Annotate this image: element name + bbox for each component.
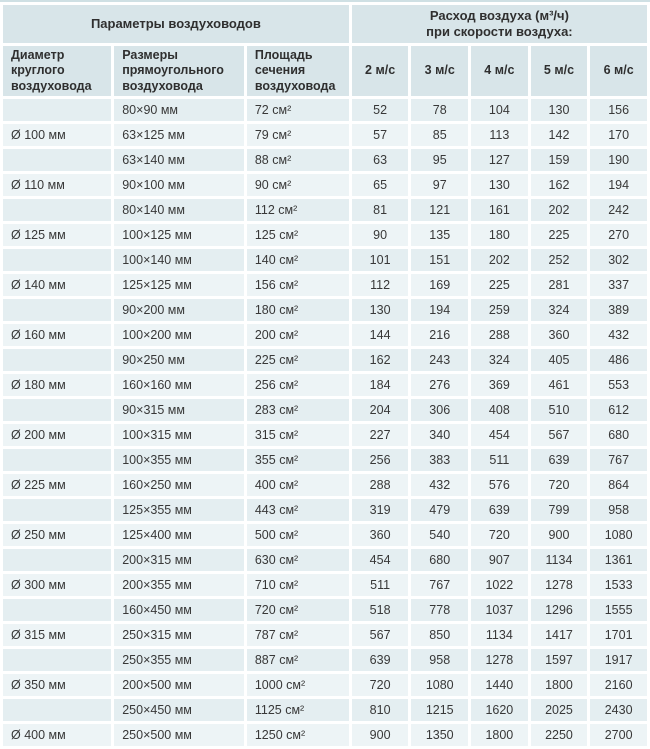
flow-3ms-cell: 778	[411, 599, 468, 621]
table-row	[3, 224, 647, 246]
table-row	[3, 599, 647, 621]
flow-4ms-cell: 720	[471, 524, 528, 546]
flow-5ms-cell: 225	[531, 224, 588, 246]
rect-size-cell: 125×355 мм	[114, 499, 244, 521]
diameter-cell	[3, 249, 111, 271]
diameter-cell: Ø 400 мм	[3, 724, 111, 746]
flow-4ms-cell: 202	[471, 249, 528, 271]
diameter-cell: Ø 100 мм	[3, 124, 111, 146]
flow-4ms-cell: 1134	[471, 624, 528, 646]
area-cell: 112 см²	[247, 199, 349, 221]
flow-2ms-cell: 518	[352, 599, 409, 621]
flow-2ms-cell: 720	[352, 674, 409, 696]
flow-6ms-cell: 1361	[590, 549, 647, 571]
flow-3ms-cell: 169	[411, 274, 468, 296]
area-cell: 315 см²	[247, 424, 349, 446]
diameter-cell	[3, 149, 111, 171]
rect-size-cell: 63×140 мм	[114, 149, 244, 171]
diameter-cell: Ø 160 мм	[3, 324, 111, 346]
flow-6ms-cell: 1080	[590, 524, 647, 546]
flow-5ms-cell: 360	[531, 324, 588, 346]
flow-group-title-line2: при скорости воздуха:	[426, 24, 573, 39]
diameter-cell	[3, 449, 111, 471]
diameter-cell: Ø 350 мм	[3, 674, 111, 696]
area-cell: 400 см²	[247, 474, 349, 496]
flow-6ms-cell: 1555	[590, 599, 647, 621]
diameter-cell	[3, 399, 111, 421]
area-cell: 283 см²	[247, 399, 349, 421]
flow-5ms-cell: 799	[531, 499, 588, 521]
rect-size-cell: 63×125 мм	[114, 124, 244, 146]
flow-2ms-cell: 360	[352, 524, 409, 546]
area-cell: 710 см²	[247, 574, 349, 596]
flow-3ms-cell: 306	[411, 399, 468, 421]
params-group-title-text: Параметры воздуховодов	[90, 15, 261, 31]
rect-size-cell: 200×500 мм	[114, 674, 244, 696]
column-header-area: Площадь сечения воздуховода	[247, 46, 349, 96]
flow-6ms-cell: 389	[590, 299, 647, 321]
flow-2ms-cell: 184	[352, 374, 409, 396]
rect-size-cell: 125×125 мм	[114, 274, 244, 296]
flow-2ms-cell: 130	[352, 299, 409, 321]
params-group-title	[3, 5, 349, 43]
flow-3ms-cell: 767	[411, 574, 468, 596]
flow-5ms-cell: 900	[531, 524, 588, 546]
flow-5ms-cell: 461	[531, 374, 588, 396]
rect-size-cell: 250×450 мм	[114, 699, 244, 721]
diameter-cell: Ø 180 мм	[3, 374, 111, 396]
flow-3ms-cell: 151	[411, 249, 468, 271]
flow-3ms-cell: 135	[411, 224, 468, 246]
diameter-cell: Ø 110 мм	[3, 174, 111, 196]
table-row	[3, 524, 647, 546]
flow-5ms-cell: 2250	[531, 724, 588, 746]
flow-2ms-cell: 52	[352, 99, 409, 121]
flow-6ms-cell: 1917	[590, 649, 647, 671]
flow-6ms-cell: 1701	[590, 624, 647, 646]
diameter-cell	[3, 299, 111, 321]
flow-2ms-cell: 112	[352, 274, 409, 296]
flow-3ms-cell: 194	[411, 299, 468, 321]
flow-6ms-cell: 680	[590, 424, 647, 446]
area-cell: 500 см²	[247, 524, 349, 546]
column-header-speed-2: 2 м/с	[352, 46, 409, 96]
flow-6ms-cell: 170	[590, 124, 647, 146]
flow-2ms-cell: 90	[352, 224, 409, 246]
table-title-row	[3, 5, 647, 43]
flow-3ms-cell: 1350	[411, 724, 468, 746]
column-header-speed-6: 6 м/с	[590, 46, 647, 96]
rect-size-cell: 200×355 мм	[114, 574, 244, 596]
flow-2ms-cell: 511	[352, 574, 409, 596]
flow-5ms-cell: 1800	[531, 674, 588, 696]
flow-3ms-cell: 243	[411, 349, 468, 371]
area-cell: 125 см²	[247, 224, 349, 246]
area-cell: 887 см²	[247, 649, 349, 671]
column-header-speed-3: 3 м/с	[411, 46, 468, 96]
flow-6ms-cell: 302	[590, 249, 647, 271]
flow-5ms-cell: 720	[531, 474, 588, 496]
flow-3ms-cell: 479	[411, 499, 468, 521]
table-row	[3, 349, 647, 371]
flow-2ms-cell: 81	[352, 199, 409, 221]
flow-4ms-cell: 1440	[471, 674, 528, 696]
flow-6ms-cell: 337	[590, 274, 647, 296]
flow-4ms-cell: 324	[471, 349, 528, 371]
flow-2ms-cell: 319	[352, 499, 409, 521]
flow-4ms-cell: 161	[471, 199, 528, 221]
area-cell: 1000 см²	[247, 674, 349, 696]
flow-6ms-cell: 612	[590, 399, 647, 421]
rect-size-cell: 90×100 мм	[114, 174, 244, 196]
flow-4ms-cell: 259	[471, 299, 528, 321]
flow-4ms-cell: 180	[471, 224, 528, 246]
diameter-cell	[3, 599, 111, 621]
column-header-diameter: Диаметр круглого воздуховода	[3, 46, 111, 96]
table-row	[3, 649, 647, 671]
rect-size-cell: 100×200 мм	[114, 324, 244, 346]
flow-3ms-cell: 958	[411, 649, 468, 671]
flow-6ms-cell: 864	[590, 474, 647, 496]
column-header-speed-5: 5 м/с	[531, 46, 588, 96]
flow-3ms-cell: 216	[411, 324, 468, 346]
table-row	[3, 149, 647, 171]
table-row	[3, 199, 647, 221]
area-cell: 355 см²	[247, 449, 349, 471]
flow-4ms-cell: 408	[471, 399, 528, 421]
flow-4ms-cell: 1278	[471, 649, 528, 671]
flow-4ms-cell: 454	[471, 424, 528, 446]
flow-4ms-cell: 1800	[471, 724, 528, 746]
flow-5ms-cell: 252	[531, 249, 588, 271]
table-column-header-row	[3, 46, 647, 96]
flow-3ms-cell: 121	[411, 199, 468, 221]
diameter-cell	[3, 99, 111, 121]
area-cell: 1250 см²	[247, 724, 349, 746]
rect-size-cell: 160×250 мм	[114, 474, 244, 496]
flow-3ms-cell: 95	[411, 149, 468, 171]
rect-size-cell: 200×315 мм	[114, 549, 244, 571]
flow-4ms-cell: 225	[471, 274, 528, 296]
table-row	[3, 299, 647, 321]
rect-size-cell: 250×355 мм	[114, 649, 244, 671]
flow-2ms-cell: 227	[352, 424, 409, 446]
area-cell: 443 см²	[247, 499, 349, 521]
flow-6ms-cell: 2160	[590, 674, 647, 696]
area-cell: 630 см²	[247, 549, 349, 571]
flow-6ms-cell: 1533	[590, 574, 647, 596]
flow-4ms-cell: 907	[471, 549, 528, 571]
flow-2ms-cell: 65	[352, 174, 409, 196]
flow-3ms-cell: 85	[411, 124, 468, 146]
flow-3ms-cell: 680	[411, 549, 468, 571]
rect-size-cell: 90×250 мм	[114, 349, 244, 371]
diameter-cell	[3, 499, 111, 521]
flow-5ms-cell: 1417	[531, 624, 588, 646]
flow-4ms-cell: 576	[471, 474, 528, 496]
flow-2ms-cell: 454	[352, 549, 409, 571]
diameter-cell: Ø 300 мм	[3, 574, 111, 596]
rect-size-cell: 100×355 мм	[114, 449, 244, 471]
table-row	[3, 399, 647, 421]
flow-2ms-cell: 900	[352, 724, 409, 746]
flow-5ms-cell: 1134	[531, 549, 588, 571]
duct-parameters-table	[0, 2, 650, 749]
flow-5ms-cell: 162	[531, 174, 588, 196]
flow-5ms-cell: 1296	[531, 599, 588, 621]
flow-5ms-cell: 1597	[531, 649, 588, 671]
table-row	[3, 249, 647, 271]
rect-size-cell: 250×500 мм	[114, 724, 244, 746]
diameter-cell	[3, 649, 111, 671]
flow-2ms-cell: 567	[352, 624, 409, 646]
flow-5ms-cell: 281	[531, 274, 588, 296]
flow-4ms-cell: 369	[471, 374, 528, 396]
flow-5ms-cell: 2025	[531, 699, 588, 721]
area-cell: 200 см²	[247, 324, 349, 346]
diameter-cell: Ø 225 мм	[3, 474, 111, 496]
flow-2ms-cell: 810	[352, 699, 409, 721]
flow-5ms-cell: 130	[531, 99, 588, 121]
flow-4ms-cell: 288	[471, 324, 528, 346]
flow-6ms-cell: 432	[590, 324, 647, 346]
flow-3ms-cell: 78	[411, 99, 468, 121]
flow-5ms-cell: 567	[531, 424, 588, 446]
flow-3ms-cell: 1215	[411, 699, 468, 721]
rect-size-cell: 100×140 мм	[114, 249, 244, 271]
diameter-cell: Ø 125 мм	[3, 224, 111, 246]
flow-5ms-cell: 405	[531, 349, 588, 371]
table-row	[3, 624, 647, 646]
flow-5ms-cell: 1278	[531, 574, 588, 596]
flow-3ms-cell: 340	[411, 424, 468, 446]
diameter-cell	[3, 699, 111, 721]
flow-5ms-cell: 510	[531, 399, 588, 421]
flow-6ms-cell: 194	[590, 174, 647, 196]
area-cell: 90 см²	[247, 174, 349, 196]
area-cell: 88 см²	[247, 149, 349, 171]
rect-size-cell: 160×160 мм	[114, 374, 244, 396]
flow-3ms-cell: 432	[411, 474, 468, 496]
table-row	[3, 549, 647, 571]
flow-6ms-cell: 156	[590, 99, 647, 121]
diameter-cell	[3, 349, 111, 371]
flow-4ms-cell: 511	[471, 449, 528, 471]
flow-2ms-cell: 101	[352, 249, 409, 271]
flow-6ms-cell: 767	[590, 449, 647, 471]
rect-size-cell: 125×400 мм	[114, 524, 244, 546]
diameter-cell	[3, 549, 111, 571]
flow-5ms-cell: 142	[531, 124, 588, 146]
table-row	[3, 174, 647, 196]
flow-5ms-cell: 202	[531, 199, 588, 221]
flow-2ms-cell: 63	[352, 149, 409, 171]
diameter-cell	[3, 199, 111, 221]
flow-6ms-cell: 2700	[590, 724, 647, 746]
table-row	[3, 374, 647, 396]
rect-size-cell: 100×125 мм	[114, 224, 244, 246]
flow-4ms-cell: 1620	[471, 699, 528, 721]
flow-6ms-cell: 486	[590, 349, 647, 371]
table-row	[3, 499, 647, 521]
flow-4ms-cell: 104	[471, 99, 528, 121]
flow-5ms-cell: 639	[531, 449, 588, 471]
flow-4ms-cell: 639	[471, 499, 528, 521]
table-row	[3, 674, 647, 696]
flow-3ms-cell: 97	[411, 174, 468, 196]
table-row	[3, 424, 647, 446]
flow-4ms-cell: 1037	[471, 599, 528, 621]
flow-2ms-cell: 144	[352, 324, 409, 346]
table-row	[3, 274, 647, 296]
flow-4ms-cell: 1022	[471, 574, 528, 596]
flow-6ms-cell: 242	[590, 199, 647, 221]
flow-2ms-cell: 256	[352, 449, 409, 471]
table-row	[3, 99, 647, 121]
flow-2ms-cell: 57	[352, 124, 409, 146]
flow-3ms-cell: 383	[411, 449, 468, 471]
flow-2ms-cell: 288	[352, 474, 409, 496]
diameter-cell: Ø 250 мм	[3, 524, 111, 546]
area-cell: 140 см²	[247, 249, 349, 271]
area-cell: 79 см²	[247, 124, 349, 146]
table-body	[3, 99, 647, 746]
area-cell: 225 см²	[247, 349, 349, 371]
table-row	[3, 449, 647, 471]
rect-size-cell: 80×90 мм	[114, 99, 244, 121]
flow-5ms-cell: 159	[531, 149, 588, 171]
rect-size-cell: 160×450 мм	[114, 599, 244, 621]
flow-2ms-cell: 204	[352, 399, 409, 421]
flow-4ms-cell: 113	[471, 124, 528, 146]
diameter-cell: Ø 140 мм	[3, 274, 111, 296]
table-row	[3, 699, 647, 721]
table-row	[3, 724, 647, 746]
flow-3ms-cell: 850	[411, 624, 468, 646]
area-cell: 256 см²	[247, 374, 349, 396]
area-cell: 180 см²	[247, 299, 349, 321]
column-header-rect-size: Размеры прямоугольного воздуховода	[114, 46, 244, 96]
table-row	[3, 124, 647, 146]
flow-6ms-cell: 270	[590, 224, 647, 246]
flow-2ms-cell: 639	[352, 649, 409, 671]
table-row	[3, 324, 647, 346]
flow-2ms-cell: 162	[352, 349, 409, 371]
rect-size-cell: 80×140 мм	[114, 199, 244, 221]
flow-4ms-cell: 130	[471, 174, 528, 196]
flow-4ms-cell: 127	[471, 149, 528, 171]
rect-size-cell: 90×315 мм	[114, 399, 244, 421]
flow-6ms-cell: 553	[590, 374, 647, 396]
flow-3ms-cell: 1080	[411, 674, 468, 696]
area-cell: 787 см²	[247, 624, 349, 646]
column-header-speed-4: 4 м/с	[471, 46, 528, 96]
area-cell: 72 см²	[247, 99, 349, 121]
flow-group-title-line1: Расход воздуха (м³/ч)	[429, 7, 569, 23]
rect-size-cell: 90×200 мм	[114, 299, 244, 321]
flow-5ms-cell: 324	[531, 299, 588, 321]
rect-size-cell: 100×315 мм	[114, 424, 244, 446]
flow-6ms-cell: 2430	[590, 699, 647, 721]
flow-group-title	[352, 5, 647, 43]
area-cell: 720 см²	[247, 599, 349, 621]
rect-size-cell: 250×315 мм	[114, 624, 244, 646]
diameter-cell: Ø 200 мм	[3, 424, 111, 446]
area-cell: 156 см²	[247, 274, 349, 296]
flow-6ms-cell: 190	[590, 149, 647, 171]
flow-3ms-cell: 276	[411, 374, 468, 396]
flow-6ms-cell: 958	[590, 499, 647, 521]
flow-3ms-cell: 540	[411, 524, 468, 546]
diameter-cell: Ø 315 мм	[3, 624, 111, 646]
area-cell: 1125 см²	[247, 699, 349, 721]
table-row	[3, 574, 647, 596]
table-row	[3, 474, 647, 496]
